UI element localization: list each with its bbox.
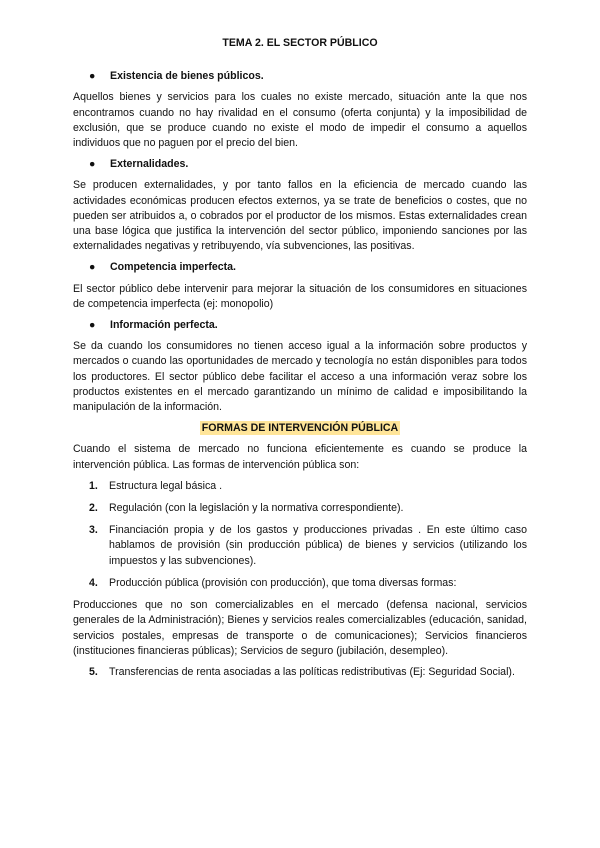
bullet-icon: ● xyxy=(89,70,96,83)
page-title: TEMA 2. EL SECTOR PÚBLICO xyxy=(222,37,378,49)
paragraph-intro: Cuando el sistema de mercado no funciona eficientemente es cuando se produce la intervención pública. Las formas de intervención pública son: xyxy=(73,443,527,471)
bullet-heading-information xyxy=(73,318,527,333)
paragraph-information: Se da cuando los consumidores no tienen acceso igual a la información sobre productos y mercados o cuando las oportunidades de mercado y tecnología no están disponibles para todos los productores. El sector público debe facilitar el acceso a una información veraz sobre los productos existentes en el mercado garantizando un mínimo de calidad e imposibilitando la manipulación de la información. xyxy=(73,340,527,414)
list-item-text: Producción pública (provisión con producción), que toma diversas formas: xyxy=(109,576,457,589)
bullet-icon: ● xyxy=(89,319,96,332)
section-heading-wrapper xyxy=(73,421,527,436)
list-item-text: Regulación (con la legislación y la normativa correspondiente). xyxy=(109,502,404,515)
bullet-heading-text: Competencia imperfecta. xyxy=(110,261,236,274)
list-item-3 xyxy=(73,523,527,569)
bullet-heading-text: Externalidades. xyxy=(110,158,189,171)
paragraph-externalities: Se producen externalidades, y por tanto fallos en la eficiencia de mercado cuando las actividades económicas producen efectos externos, ya se trate de beneficios o costes, que no pueden ser atribuidos a, o cobrados por el productor de los mismos. Estas externalidades crean una base lógica que justifica la intervención del sector público, imponiendo sanciones por las externalidades negativas y retribuyendo, vía subvenciones, las positivas. xyxy=(73,179,527,253)
list-item-1 xyxy=(73,479,527,494)
list-item-4 xyxy=(73,576,527,591)
bullet-icon: ● xyxy=(89,158,96,171)
list-item-text: Estructura legal básica . xyxy=(109,479,223,492)
bullet-heading-imperfect-competition xyxy=(73,260,527,275)
list-number: 3. xyxy=(89,524,98,537)
bullet-heading-externalities xyxy=(73,157,527,172)
paragraph-public-goods: Aquellos bienes y servicios para los cuales no existe mercado, situación ante la que nos encontramos cuando no hay rivalidad en el consumo (oferta conjunta) y la imposibilidad de exclusión, que se produce cuando no existe el modo de impedir el consumo a aquellos individuos que no paguen por el precio del bien. xyxy=(73,91,527,150)
highlighted-section-heading: FORMAS DE INTERVENCIÓN PÚBLICA xyxy=(201,422,399,435)
bullet-icon: ● xyxy=(89,261,96,274)
list-number: 4. xyxy=(89,576,98,589)
bullet-heading-text: Información perfecta. xyxy=(110,319,218,332)
list-number: 5. xyxy=(89,665,98,678)
list-item-text: Financiación propia y de los gastos y producciones privadas . En este último caso hablamos de provisión (sin producción pública) de bienes y servicios (utilizando los impuestos y las subvenciones). xyxy=(109,524,527,567)
list-item-text: Transferencias de renta asociadas a las políticas redistributivas (Ej: Seguridad Social). xyxy=(109,665,515,678)
list-item-2 xyxy=(73,501,527,516)
list-number: 1. xyxy=(89,479,98,492)
list-item-5 xyxy=(73,665,527,680)
paragraph-productions: Producciones que no son comercializables en el mercado (defensa nacional, servicios generales de la Administración); Bienes y servicios reales comercializables (educación, sanidad, servicios postales, empresas de transporte o de comunicaciones); Servicios financieros (instituciones financieras públicas); Servicios de seguro (jubilación, desempleo). xyxy=(73,599,527,657)
list-number: 2. xyxy=(89,502,98,515)
paragraph-imperfect-competition: El sector público debe intervenir para mejorar la situación de los consumidores en situaciones de competencia imperfecta (ej: monopolio) xyxy=(73,282,527,310)
bullet-heading-public-goods xyxy=(73,69,527,84)
bullet-heading-text: Existencia de bienes públicos. xyxy=(110,70,264,83)
